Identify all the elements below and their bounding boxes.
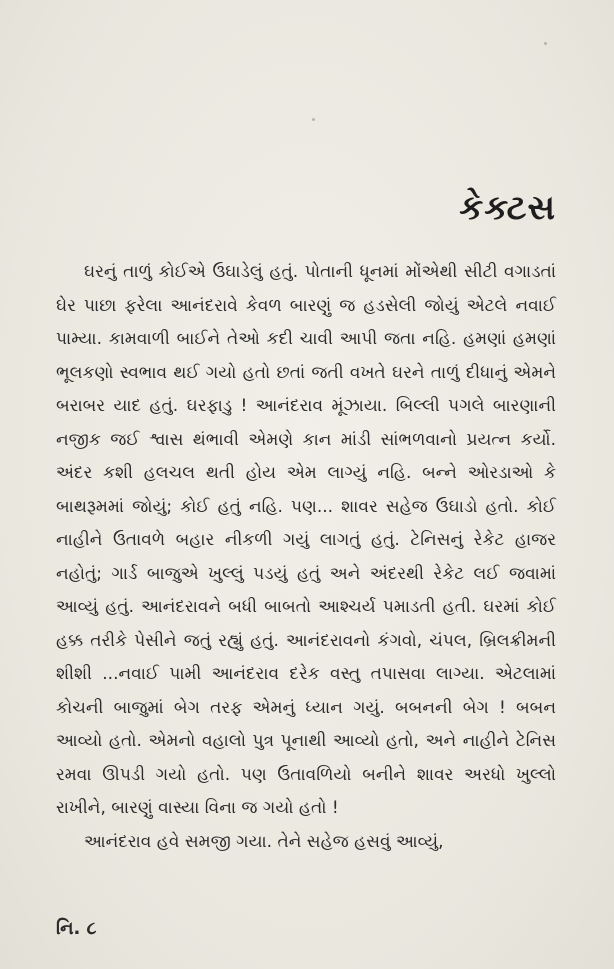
paragraph: આનંદરાવ હવે સમજી ગયા. તેને સહેજ હસવું આવ્યું,	[84, 831, 444, 852]
chapter-title: કેક્ટસ	[459, 188, 556, 228]
paper-speck	[312, 118, 315, 121]
paragraph: ઘરનું તાળું કોઈએ ઉઘાડેલું હતું. પોતાની ધૂનમાં મોંએથી સીટી વગાડતાં ઘેર પાછા ફરેલા આનંદરાવે કેવળ બારણું જ હડસેલી જોયું એટલે નવાઈ પામ્યા. કામવાળી બાઈને તેઓ કદી ચાવી આપી જતા નહિ. હમણાં હમણાં ભૂલકણો સ્વભાવ થઈ ગયો હતો છતાં જતી વખતે ઘરને તાળું દીધાનું એમને બરાબર યાદ હતું. ઘરફાડુ ! આનંદરાવ મૂંઝાયા. બિલ્લી પગલે બારણાની નજીક જઈ શ્વાસ થંભાવી એમણે કાન માંડી સાંભળવાનો પ્રયત્ન કર્યો. અંદર કશી હલચલ થતી હોય એમ લાગ્યું નહિ. બન્ને ઓરડાઓ કે બાથરૂમમાં જોયું; કોઈ હતું નહિ. પણ... શાવર સહેજ ઉઘાડો હતો. કોઈ નાહીને ઉતાવળે બહાર નીકળી ગયું લાગતું હતું. ટેનિસનું રેકેટ હાજર નહોતું; ગાર્ડ બાજુએ ખુલ્લું પડયું હતું અને અંદરથી રેકેટ લઈ જવામાં આવ્યું હતું. આનંદરાવને બધી બાબતો આશ્ચર્ય પમાડતી હતી. ઘરમાં કોઈ હક્ક તરીકે પેસીને જતું રહ્યું હતું. આનંદરાવનો કંગવો, ચંપલ, બ્રિલક્રીમની શીશી ...નવાઈ પામી આનંદરાવ દરેક વસ્તુ તપાસવા લાગ્યા. એટલામાં કોચની બાજુમાં બેગ તરફ એમનું ધ્યાન ગયું. બબનની બેગ ! બબન આવ્યો હતો. એમનો વહાલો પુત્ર પૂનાથી આવ્યો હતો, અને નાહીને ટેનિસ રમવા ઊપડી ગયો હતો. પણ ઉતાવળિયો બનીને શાવર અરધો ખુલ્લો રાખીને, બારણું વાસ્યા વિના જ ગયો હતો !	[56, 262, 556, 818]
body-text	[56, 256, 556, 859]
paper-speck	[544, 42, 547, 45]
page-folio: નિ. ૮	[56, 918, 97, 939]
